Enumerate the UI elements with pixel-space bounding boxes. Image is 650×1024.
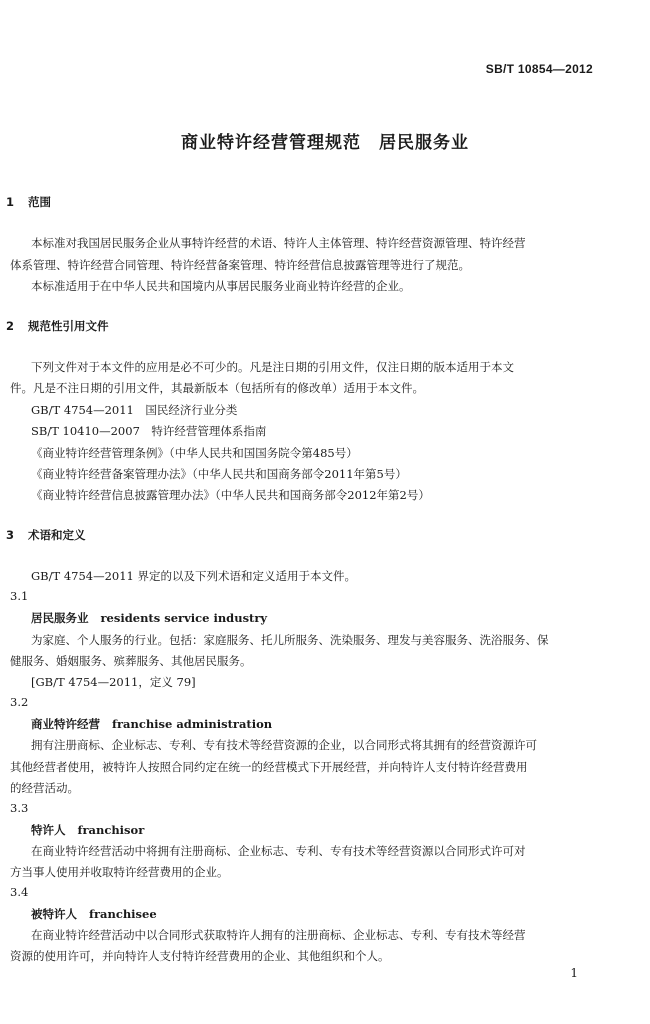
definition-line: 方当事人使用并收取特许经营费用的企业。 [10, 865, 229, 879]
paragraph-line: 体系管理、特许经营合同管理、特许经营备案管理、特许经营信息披露管理等进行了规范。 [10, 258, 470, 272]
standard-number: SB/T 10854—2012 [485, 62, 593, 76]
definition-line: 的经营活动。 [10, 781, 79, 795]
term-en: franchise administration [112, 717, 273, 731]
term-entry [31, 610, 267, 626]
term-number: 3.2 [10, 695, 29, 709]
section-heading-scope [6, 194, 51, 210]
definition-line: 在商业特许经营活动中将拥有注册商标、企业标志、专利、专有技术等经营资源以合同形式许可对 [31, 844, 526, 858]
section-title: 范围 [28, 195, 51, 209]
definition-line: 其他经营者使用，被特许人按照合同约定在统一的经营模式下开展经营，并向特许人支付特许经营费用 [10, 760, 528, 774]
section-number: 2 [6, 319, 15, 333]
term-entry [31, 906, 157, 922]
term-zh: 居民服务业 [31, 611, 89, 625]
definition-line: 资源的使用许可，并向特许人支付特许经营费用的企业、其他组织和个人。 [10, 949, 390, 963]
definition-source: [GB/T 4754—2011，定义 79] [31, 675, 196, 689]
section-heading-terms-definitions [6, 527, 86, 543]
term-en: residents service industry [100, 611, 268, 625]
definition-line: 为家庭、个人服务的行业。包括：家庭服务、托儿所服务、洗染服务、理发与美容服务、洗浴服务、保 [31, 633, 549, 647]
paragraph-line: GB/T 4754—2011 界定的以及下列术语和定义适用于本文件。 [31, 569, 357, 583]
paragraph-line: 下列文件对于本文件的应用是必不可少的。凡是注日期的引用文件，仅注日期的版本适用于本文 [31, 360, 514, 374]
definition-line: 拥有注册商标、企业标志、专利、专有技术等经营资源的企业，以合同形式将其拥有的经营资源许可 [31, 738, 537, 752]
term-number: 3.4 [10, 885, 29, 899]
term-zh: 被特许人 [31, 907, 77, 921]
section-number: 1 [6, 195, 15, 209]
section-title: 规范性引用文件 [28, 319, 109, 333]
reference-item: 《商业特许经营备案管理办法》（中华人民共和国商务部令2011年第5号） [31, 467, 407, 481]
term-en: franchisor [77, 823, 145, 837]
reference-item: SB/T 10410—2007 特许经营管理体系指南 [31, 424, 267, 438]
paragraph-line: 本标准对我国居民服务企业从事特许经营的术语、特许人主体管理、特许经营资源管理、特许经营 [31, 236, 526, 250]
definition-line: 健服务、婚姻服务、殡葬服务、其他居民服务。 [10, 654, 252, 668]
paragraph-line: 件。凡是不注日期的引用文件，其最新版本（包括所有的修改单）适用于本文件。 [10, 381, 424, 395]
term-en: franchisee [89, 907, 157, 921]
page-number: 1 [570, 966, 578, 980]
definition-line: 在商业特许经营活动中以合同形式获取特许人拥有的注册商标、企业标志、专利、专有技术等经营 [31, 928, 526, 942]
section-title: 术语和定义 [28, 528, 86, 542]
paragraph-line: 本标准适用于在中华人民共和国境内从事居民服务业商业特许经营的企业。 [31, 279, 411, 293]
reference-item: 《商业特许经营信息披露管理办法》（中华人民共和国商务部令2012年第2号） [31, 488, 430, 502]
document-title: 商业特许经营管理规范 居民服务业 [181, 133, 469, 153]
section-number: 3 [6, 528, 15, 542]
term-zh: 商业特许经营 [31, 717, 100, 731]
section-heading-normative-references [6, 318, 109, 334]
term-number: 3.3 [10, 801, 29, 815]
term-entry [31, 716, 272, 732]
term-number: 3.1 [10, 589, 29, 603]
reference-item: 《商业特许经营管理条例》（中华人民共和国国务院令第485号） [31, 446, 358, 460]
reference-item: GB/T 4754—2011 国民经济行业分类 [31, 403, 238, 417]
term-zh: 特许人 [31, 823, 66, 837]
term-entry [31, 822, 144, 838]
